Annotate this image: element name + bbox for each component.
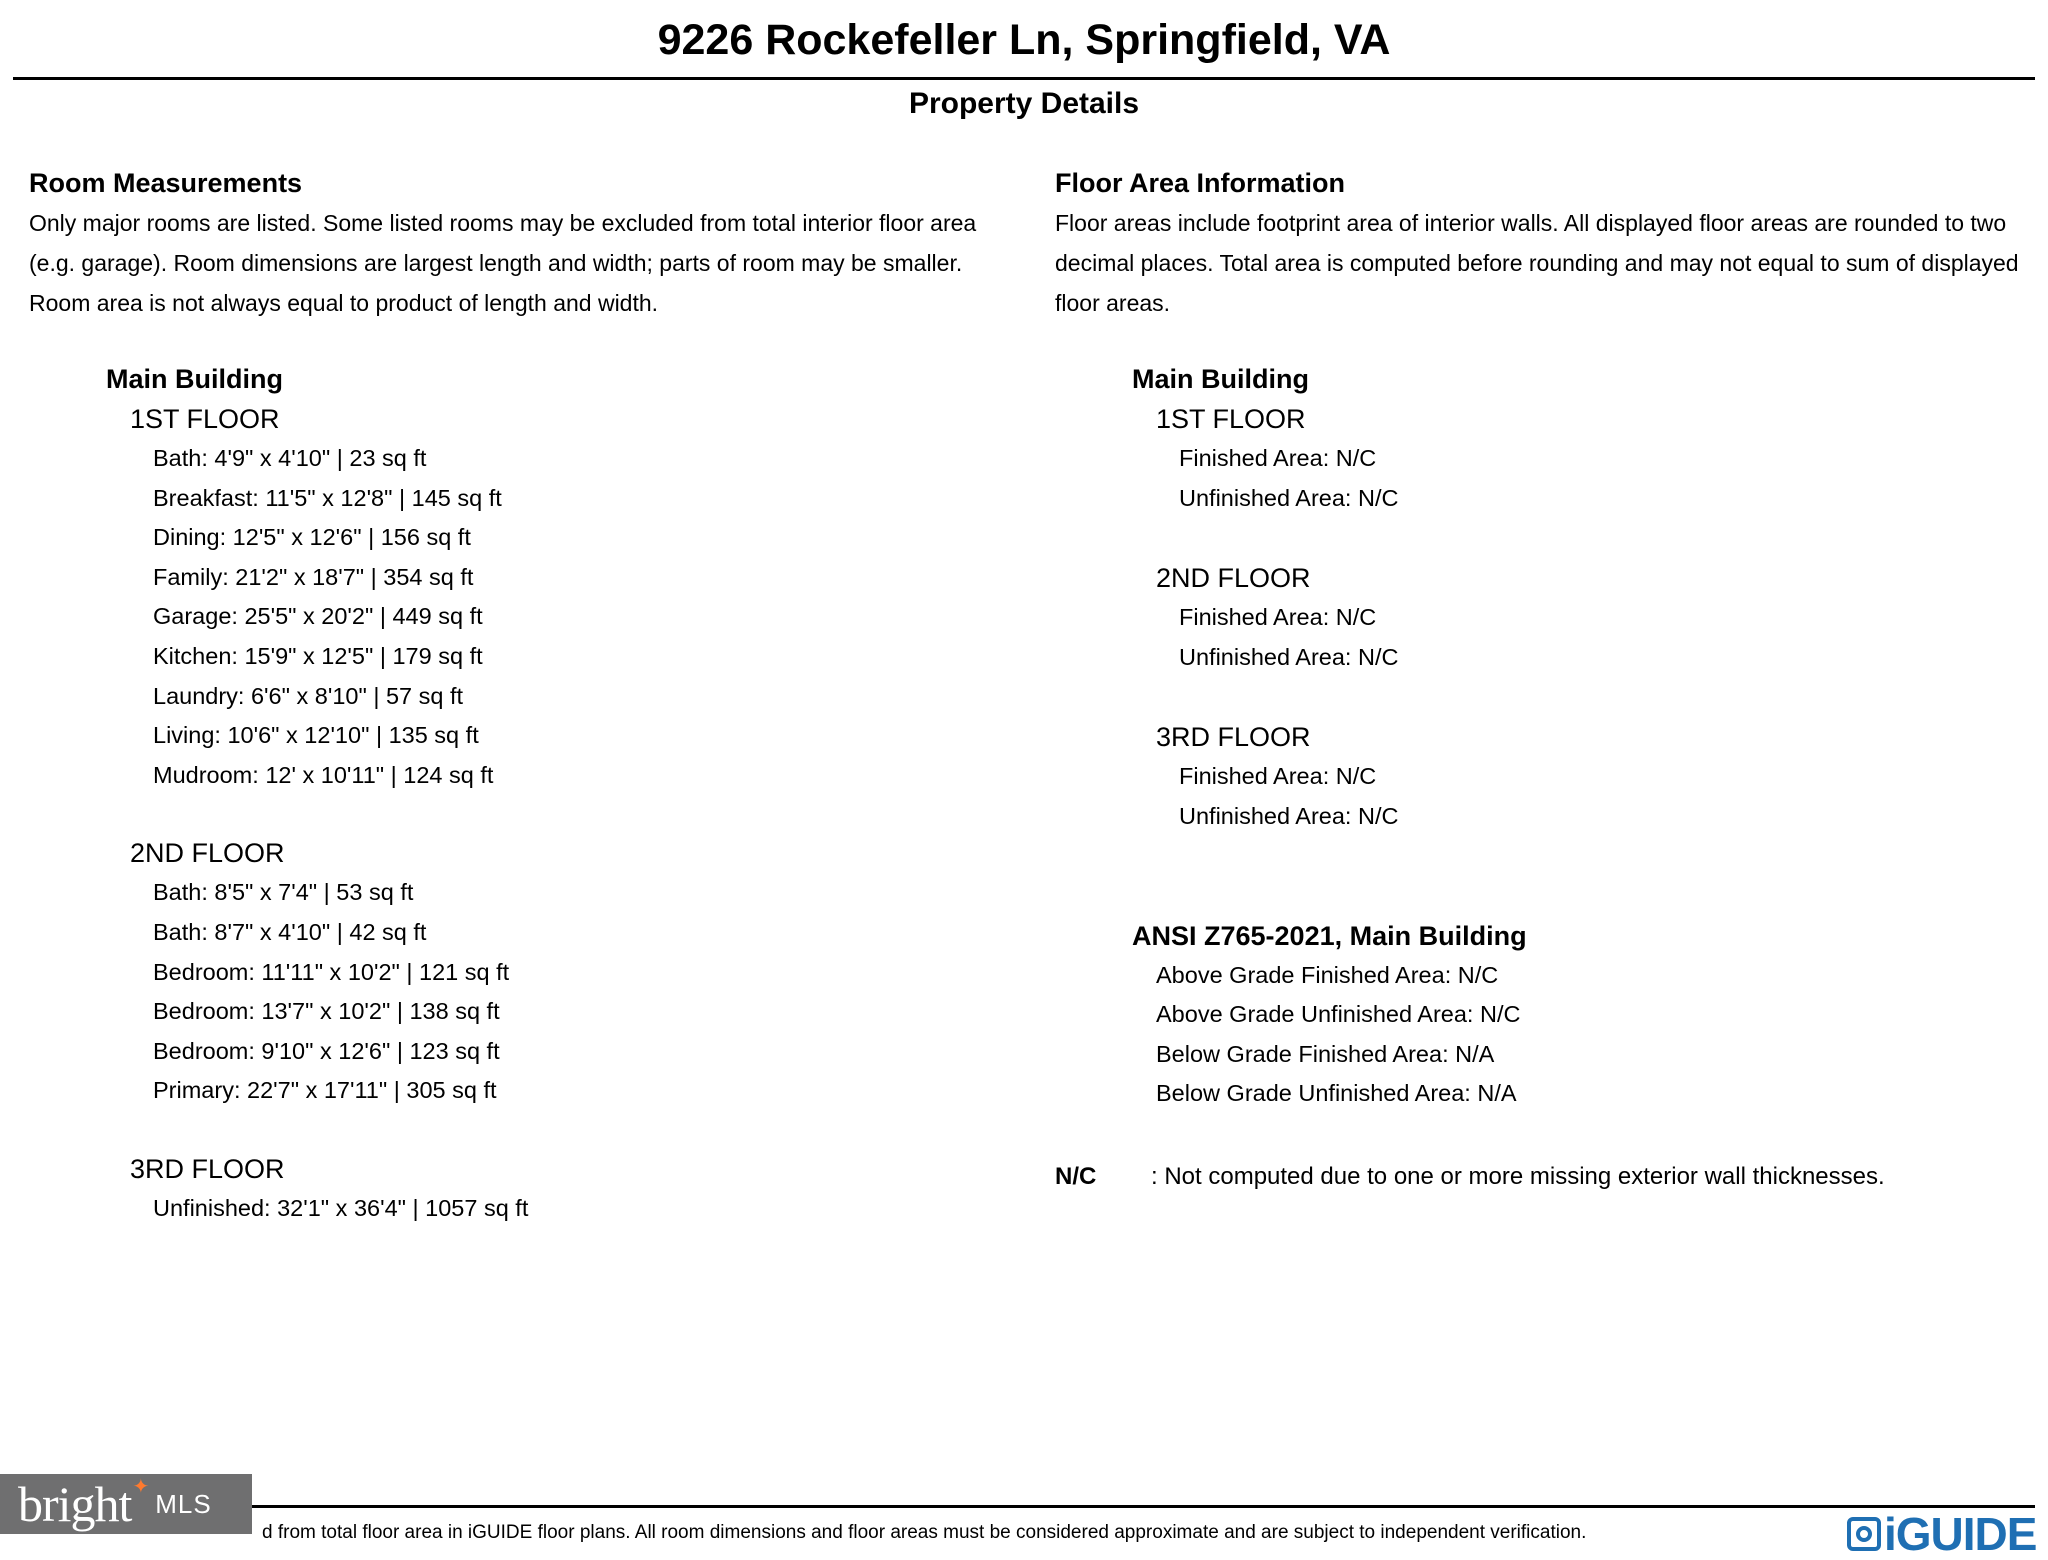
floor-area-floor-heading: 1ST FLOOR [1156,404,1306,434]
room-item: Garage: 25'5" x 20'2" | 449 sq ft [153,603,483,630]
room-item: Living: 10'6" x 12'10" | 135 sq ft [153,722,479,749]
room-item: Bedroom: 13'7" x 10'2" | 138 sq ft [153,998,500,1025]
floor-area-description: Floor areas include footprint area of interior walls. All displayed floor areas are rounded to two decimal places. Total area is computed before rounding and may not equal to sum of displayed floor areas. [1055,210,2019,316]
unfinished-area: Unfinished Area: N/C [1179,484,1399,511]
floor-area-floor-heading: 2ND FLOOR [1156,563,1311,594]
room-measurements-section [29,165,1019,1229]
floor-area-section [1055,165,2045,1114]
room-floor-heading: 3RD FLOOR [130,1153,285,1184]
room-item: Laundry: 6'6" x 8'10" | 57 sq ft [153,682,464,709]
room-list-floor-1 [29,439,1019,795]
page-subtitle: Property Details [908,87,1140,120]
header-divider [13,77,2035,80]
room-measurements-description: Only major rooms are listed. Some listed rooms may be excluded from total interior floor area (e.g. garage). Room dimensions are largest length and width; parts of room may be smaller. Room area is not always equal to product of length and width. [29,210,977,316]
ansi-item: Below Grade Finished Area: N/A [1156,1040,1495,1067]
room-item: Bath: 8'7" x 4'10" | 42 sq ft [153,918,427,945]
iguide-logo [1846,1508,2037,1560]
nc-legend-text: : Not computed due to one or more missing exterior wall thicknesses. [1151,1163,1885,1190]
room-item: Unfinished: 32'1" x 36'4" | 1057 sq ft [153,1194,529,1221]
floor-area-heading: Floor Area Information [1055,168,1346,198]
unfinished-area: Unfinished Area: N/C [1179,802,1399,829]
page-title: 9226 Rockefeller Ln, Springfield, VA [657,16,1391,64]
ansi-item: Below Grade Unfinished Area: N/A [1156,1080,1517,1107]
nc-legend [1055,1157,1885,1197]
finished-area: Finished Area: N/C [1179,445,1377,471]
iguide-mark-icon [1846,1516,1882,1552]
iguide-logo-text: iGUIDE [1884,1508,2037,1560]
room-item: Primary: 22'7" x 17'11" | 305 sq ft [153,1077,497,1104]
bright-mls-logo [0,1474,252,1534]
room-item: Dining: 12'5" x 12'6" | 156 sq ft [153,524,471,551]
ansi-heading: ANSI Z765-2021, Main Building [1132,920,1527,951]
room-item: Bath: 8'5" x 7'4" | 53 sq ft [153,879,414,906]
room-item: Kitchen: 15'9" x 12'5" | 179 sq ft [153,642,483,669]
floor-area-building-heading: Main Building [1132,364,1309,394]
finished-area: Finished Area: N/C [1179,604,1377,631]
room-item: Mudroom: 12' x 10'11" | 124 sq ft [153,761,494,788]
room-item: Family: 21'2" x 18'7" | 354 sq ft [153,563,474,590]
bright-star-icon: ✦ [132,1475,150,1498]
room-floor-heading: 2ND FLOOR [130,838,285,869]
footer-divider [13,1505,2035,1508]
unfinished-area: Unfinished Area: N/C [1179,643,1399,670]
bright-logo-word: bright [18,1476,132,1532]
nc-legend-key: N/C [1055,1163,1097,1190]
room-list-floor-2 [29,873,1019,1111]
finished-area: Finished Area: N/C [1179,763,1377,790]
ansi-item: Above Grade Finished Area: N/C [1156,961,1499,988]
floor-area-floor-heading: 3RD FLOOR [1156,722,1311,753]
ansi-item: Above Grade Unfinished Area: N/C [1156,1001,1521,1028]
room-item: Bath: 4'9" x 4'10" | 23 sq ft [153,445,427,471]
room-building-heading: Main Building [106,364,283,394]
footer-disclaimer: d from total floor area in iGUIDE floor plans. All room dimensions and floor areas must be considered approximate and are subject to independent verification. [262,1522,1587,1543]
room-measurements-heading: Room Measurements [29,168,303,198]
bright-logo-mls: MLS [155,1488,212,1519]
room-floor-heading: 1ST FLOOR [130,404,280,434]
room-item: Breakfast: 11'5" x 12'8" | 145 sq ft [153,484,502,511]
room-item: Bedroom: 9'10" x 12'6" | 123 sq ft [153,1037,500,1064]
room-item: Bedroom: 11'11" x 10'2" | 121 sq ft [153,958,510,985]
room-list-floor-3 [29,1189,1019,1229]
